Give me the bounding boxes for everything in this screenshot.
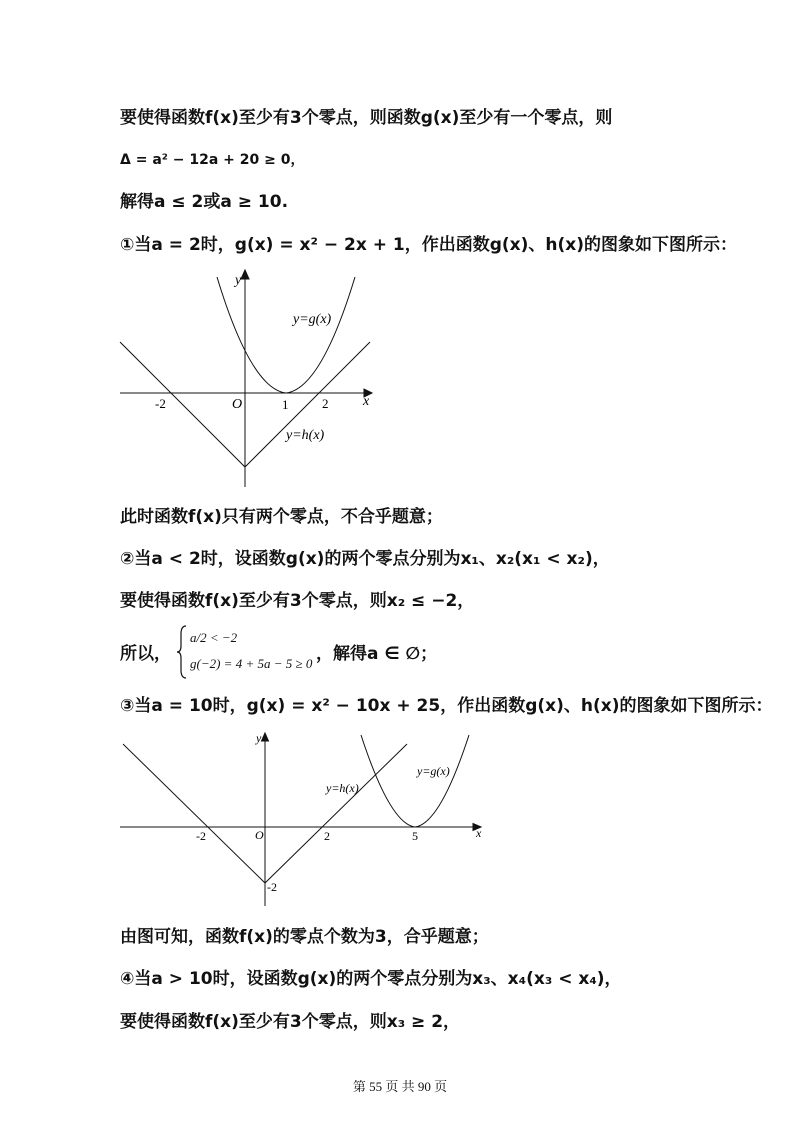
text-line-8-suffix: ，解得a ∈ ∅； [316,644,438,664]
text-line-2: Δ = a² − 12a + 20 ≥ 0， [120,152,305,168]
graph1-tick-neg2: -2 [155,396,166,411]
graph2-tick-neg2: -2 [196,829,206,843]
graph2-origin: O [255,828,264,842]
text-line-11: ④当a > 10时，设函数g(x)的两个零点分别为x₃、x₄(x₃ < x₄)， [120,969,622,989]
brace-row-2: g(−2) = 4 + 5a − 5 ≥ 0 [190,656,313,671]
graph1-tick-1: 1 [282,397,289,412]
graph2-tick-5: 5 [412,829,418,843]
graph1-g-curve [217,277,355,393]
graph2-label-h: y=h(x) [326,781,359,795]
graph2-g-curve [361,735,469,827]
text-line-7: 要使得函数f(x)至少有3个零点，则x₂ ≤ −2， [120,591,475,611]
text-line-9: ③当a = 10时，g(x) = x² − 10x + 25，作出函数g(x)、h(x)的图象如下图所示： [120,696,773,716]
page-footer: 第 55 页 共 90 页 [352,1079,448,1094]
graph2-label-g: y=g(x) [417,764,450,778]
graph2-y-arrow [262,733,269,741]
graph1-x-label: x [363,394,370,409]
graph1-y-label: y [235,273,242,288]
graph2-y-tick-neg2: -2 [267,880,277,894]
text-line-6: ②当a < 2时，设函数g(x)的两个零点分别为x₁、x₂(x₁ < x₂)， [120,549,610,569]
graph1-label-h: y=h(x) [286,428,325,443]
graph1-origin: O [232,397,243,412]
text-line-5: 此时函数f(x)只有两个零点，不合乎题意； [120,507,443,527]
graph-a10 [115,730,495,910]
text-line-4: ①当a = 2时，g(x) = x² − 2x + 1，作出函数g(x)、h(x)的图象如下图所示： [120,235,738,255]
brace-system [176,624,316,680]
text-line-12: 要使得函数f(x)至少有3个零点，则x₃ ≥ 2， [120,1012,461,1032]
graph-a2 [115,262,385,494]
brace-row-1: a/2 < −2 [190,630,238,645]
text-line-3: 解得a ≤ 2或a ≥ 10. [120,192,289,212]
graph2-axes [120,733,481,906]
graph2-x-label: x [476,826,482,840]
graph2-tick-2: 2 [324,829,330,843]
graph1-y-arrow [241,270,249,279]
graph1-label-g: y=g(x) [293,312,332,327]
text-line-8-prefix: 所以， [120,644,171,664]
graph1-tick-2: 2 [322,396,329,411]
graph2-y-label: y [256,731,262,745]
brace-icon [176,624,188,680]
text-line-1: 要使得函数f(x)至少有3个零点，则函数g(x)至少有一个零点，则 [120,108,613,128]
text-line-10: 由图可知，函数f(x)的零点个数为3，合乎题意； [120,927,489,947]
